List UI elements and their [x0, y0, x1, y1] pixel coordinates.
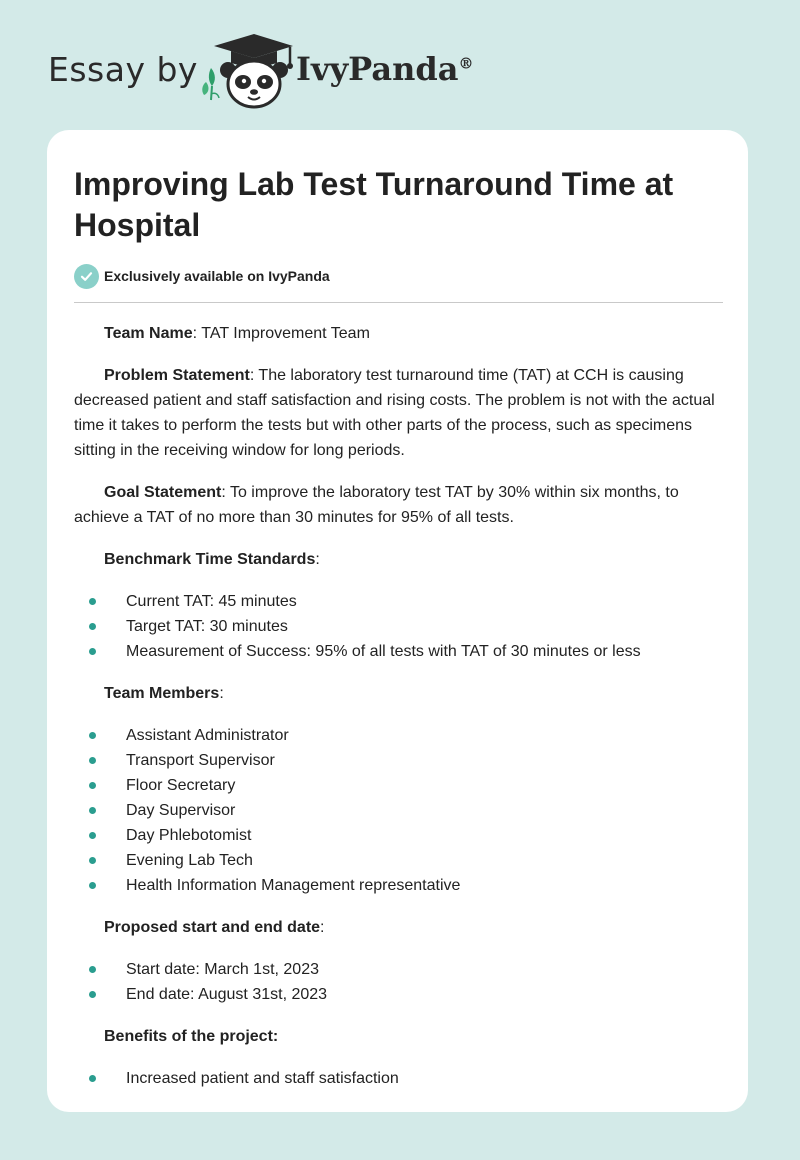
check-circle-icon: [74, 264, 99, 289]
list-item: [74, 723, 724, 748]
team-members-heading: [74, 681, 724, 706]
list-item-text: Assistant Administrator: [126, 727, 289, 744]
team-members-label: Team Members: [104, 685, 220, 702]
divider: [74, 302, 723, 303]
list-item-text: Current TAT: 45 minutes: [126, 593, 297, 610]
panda-logo-icon: [198, 34, 298, 110]
benchmark-label: Benchmark Time Standards: [104, 551, 316, 568]
list-item: [74, 1066, 724, 1091]
ivy-leaf-icon: [202, 68, 219, 100]
team-name-text: : TAT Improvement Team: [192, 325, 370, 342]
check-mark-svg: [80, 270, 93, 283]
list-item-text: Floor Secretary: [126, 777, 236, 794]
list-item: [74, 823, 724, 848]
list-item: [74, 773, 724, 798]
dates-label: Proposed start and end date: [104, 919, 321, 936]
benefits-list: [74, 1066, 724, 1091]
problem-statement-text: : The laboratory test turnaround time (TAT) at CCH is causing decreased patient and staff satisfaction and rising costs. The problem is not with the actual time it takes to perform the tests but with other parts of the process, such as specimens sitting in the receiving window for long periods.: [74, 367, 715, 459]
list-item: [74, 589, 724, 614]
brand-prefix: Essay by: [48, 50, 198, 89]
bullet-dot-icon: [89, 732, 96, 739]
list-item: [74, 748, 724, 773]
brand-registered-mark: ®: [458, 54, 474, 73]
list-item-text: Day Supervisor: [126, 802, 236, 819]
benefits-label: Benefits of the project:: [104, 1028, 279, 1045]
dates-list: [74, 957, 724, 1007]
team-name-label: Team Name: [104, 325, 193, 342]
dates-suffix: :: [320, 919, 325, 936]
exclusive-badge: [74, 263, 330, 289]
list-item-text: Increased patient and staff satisfaction: [126, 1070, 399, 1087]
bullet-dot-icon: [89, 757, 96, 764]
bullet-dot-icon: [89, 782, 96, 789]
bullet-dot-icon: [89, 882, 96, 889]
dates-heading: [74, 915, 724, 940]
bullet-dot-icon: [89, 857, 96, 864]
list-item: [74, 848, 724, 873]
bullet-dot-icon: [89, 832, 96, 839]
list-item-text: Day Phlebotomist: [126, 827, 252, 844]
problem-statement-label: Problem Statement: [104, 367, 250, 384]
essay-card: [47, 130, 748, 1112]
team-members-suffix: :: [219, 685, 224, 702]
bullet-dot-icon: [89, 991, 96, 998]
list-item-text: Evening Lab Tech: [126, 852, 253, 869]
goal-statement-text: : To improve the laboratory test TAT by 30% within six months, to achieve a TAT of no more than 30 minutes for 95% of all tests.: [74, 484, 679, 526]
bullet-dot-icon: [89, 966, 96, 973]
problem-statement-paragraph: [74, 363, 724, 463]
bullet-dot-icon: [89, 807, 96, 814]
list-item: [74, 614, 724, 639]
list-item: [74, 873, 724, 898]
benchmark-suffix: :: [315, 551, 320, 568]
brand-header: [48, 34, 508, 110]
team-members-list: [74, 723, 724, 898]
goal-statement-paragraph: [74, 480, 724, 530]
exclusive-label: Exclusively available on IvyPanda: [104, 268, 330, 284]
page-title: Improving Lab Test Turnaround Time at Hospital: [74, 166, 674, 243]
list-item-text: Transport Supervisor: [126, 752, 275, 769]
list-item: [74, 639, 724, 664]
benchmark-heading: [74, 547, 724, 572]
bullet-dot-icon: [89, 598, 96, 605]
brand-name: [296, 50, 473, 88]
team-name-paragraph: [74, 321, 724, 346]
list-item-text: End date: August 31st, 2023: [126, 986, 328, 1003]
list-item-text: Start date: March 1st, 2023: [126, 961, 319, 978]
list-item-text: Measurement of Success: 95% of all tests with TAT of 30 minutes or less: [126, 643, 641, 660]
list-item-text: Target TAT: 30 minutes: [126, 618, 288, 635]
list-item: [74, 798, 724, 823]
bullet-dot-icon: [89, 623, 96, 630]
bullet-dot-icon: [89, 648, 96, 655]
brand-name-text: IvyPanda: [296, 50, 459, 88]
benchmark-list: [74, 589, 724, 664]
list-item: [74, 957, 724, 982]
goal-statement-label: Goal Statement: [104, 484, 222, 501]
list-item-text: Health Information Management representative: [126, 877, 461, 894]
essay-body: [74, 321, 724, 1108]
bullet-dot-icon: [89, 1075, 96, 1082]
panda-logo-svg: [198, 34, 298, 110]
benefits-heading: [74, 1024, 724, 1049]
list-item: [74, 982, 724, 1007]
